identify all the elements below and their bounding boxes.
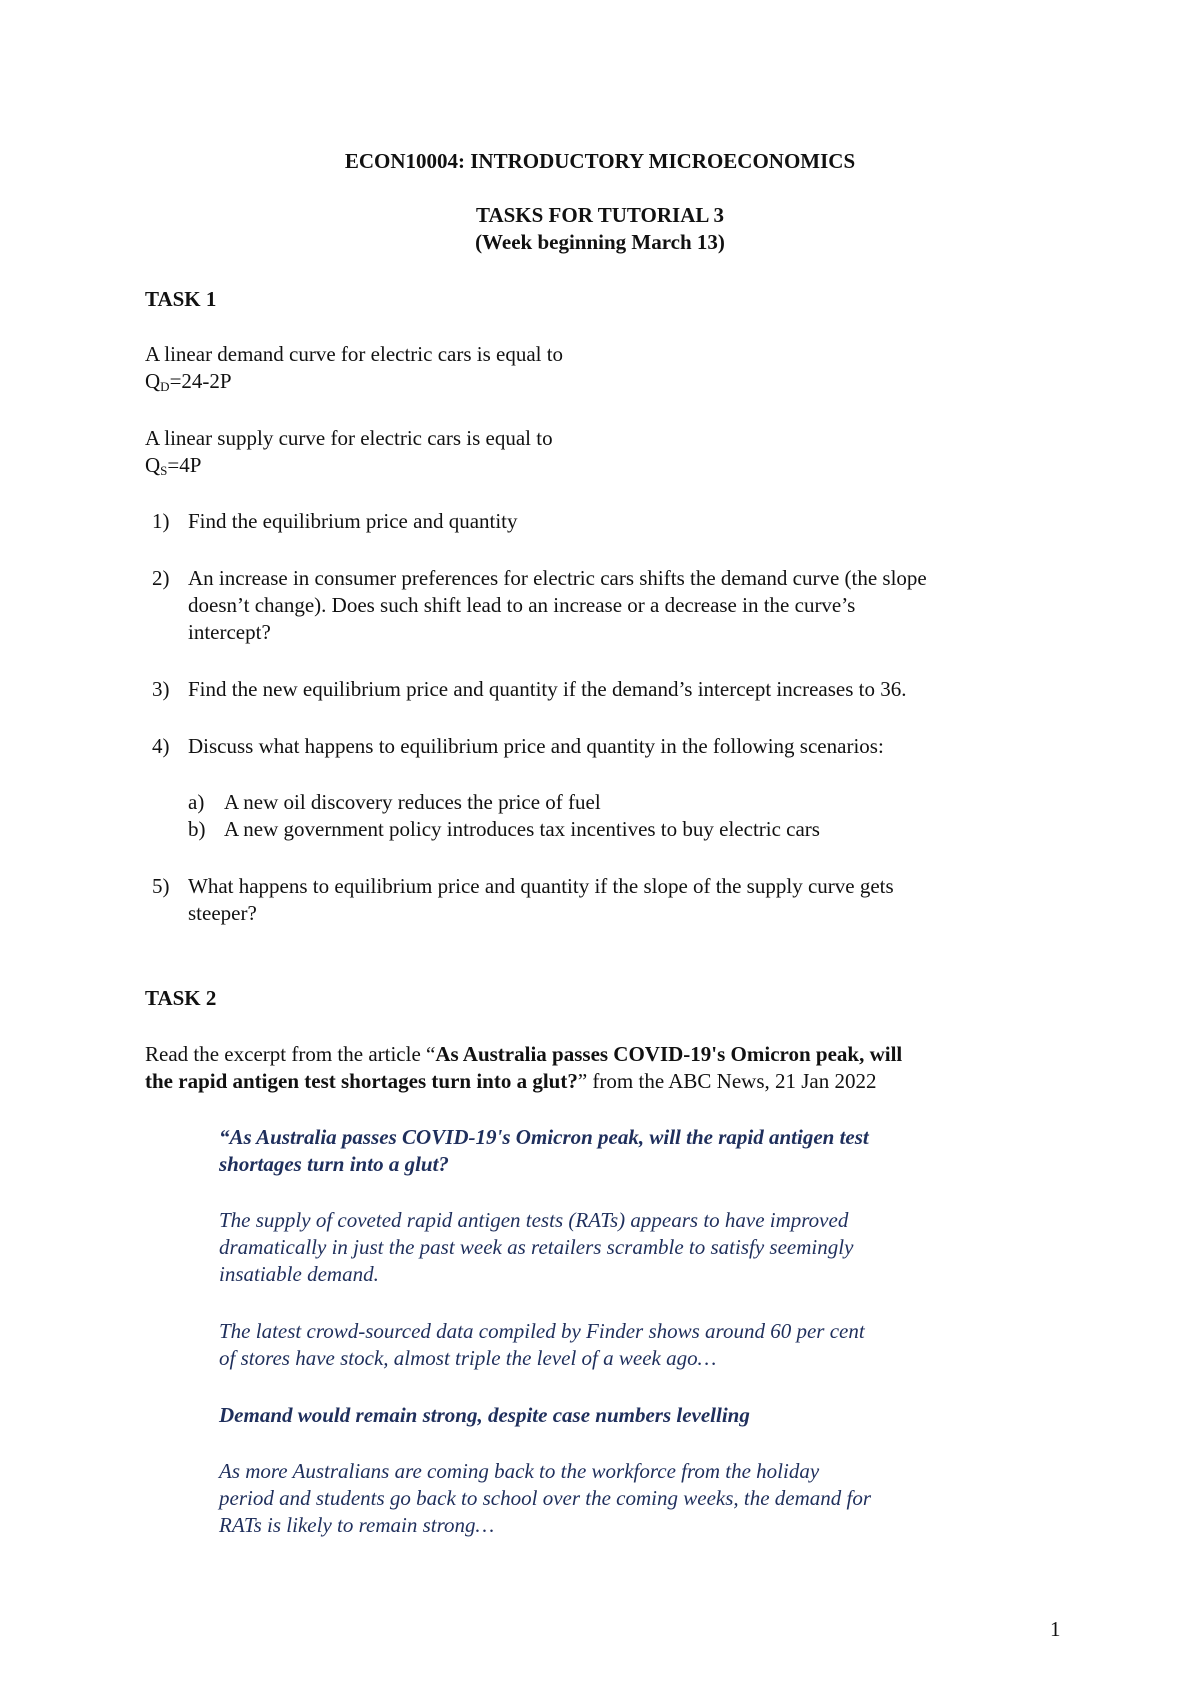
excerpt-para1-line-2: dramatically in just the past week as retailers scramble to satisfy seemingly [219,1235,854,1259]
week-label: (Week beginning March 13) [475,230,725,254]
question-2-line-2: doesn’t change). Does such shift lead to an increase or a decrease in the curve’s [188,593,856,617]
question-2-line-1: An increase in consumer preferences for electric cars shifts the demand curve (the slope [188,566,927,590]
page-number: 1 [1050,1617,1061,1641]
excerpt-headline-line-1: “As Australia passes COVID-19's Omicron peak, will the rapid antigen test [219,1125,869,1149]
scenario-b-text: A new government policy introduces tax incentives to buy electric cars [224,817,820,841]
excerpt-para3-line-1: As more Australians are coming back to the workforce from the holiday [219,1459,820,1483]
question-5-line-2: steeper? [188,901,257,925]
question-1-text: Find the equilibrium price and quantity [188,509,518,533]
question-3-text: Find the new equilibrium price and quantity if the demand’s intercept increases to 36. [188,677,907,701]
task2-heading: TASK 2 [145,986,217,1010]
task1-heading: TASK 1 [145,287,217,311]
scenario-a-text: A new oil discovery reduces the price of fuel [224,790,601,814]
tutorial-title: TASKS FOR TUTORIAL 3 [476,203,724,227]
question-3-number: 3) [152,677,170,701]
excerpt-headline-line-2: shortages turn into a glut? [219,1152,449,1176]
question-4-number: 4) [152,734,170,758]
excerpt-para3-line-3: RATs is likely to remain strong… [219,1513,495,1537]
question-5-number: 5) [152,874,170,898]
excerpt-para2-line-2: of stores have stock, almost triple the level of a week ago… [219,1346,717,1370]
excerpt-subheading: Demand would remain strong, despite case numbers levelling [219,1403,750,1427]
scenario-a-label: a) [188,790,205,814]
question-4-text: Discuss what happens to equilibrium price and quantity in the following scenarios: [188,734,884,758]
excerpt-para1-line-1: The supply of coveted rapid antigen tests (RATs) appears to have improved [219,1208,849,1232]
course-title: ECON10004: INTRODUCTORY MICROECONOMICS [344,149,856,173]
demand-intro: A linear demand curve for electric cars is equal to [145,342,564,366]
question-1-number: 1) [152,509,170,533]
task2-intro-line-1: Read the excerpt from the article “As Australia passes COVID-19's Omicron peak, will [145,1042,903,1066]
question-2-number: 2) [152,566,170,590]
excerpt-para3-line-2: period and students go back to school over the coming weeks, the demand for [219,1486,872,1510]
demand-equation: $Q_D=24-2P$ [145,369,232,394]
supply-equation: $Q_S=4P$ [145,453,202,478]
excerpt-para2-line-1: The latest crowd-sourced data compiled by Finder shows around 60 per cent [219,1319,865,1343]
question-2-line-3: intercept? [188,620,271,644]
scenario-b-label: b) [188,817,206,841]
task2-intro-line-2: the rapid antigen test shortages turn into a glut?” from the ABC News, 21 Jan 2022 [145,1069,877,1093]
excerpt-para1-line-3: insatiable demand. [219,1262,379,1286]
question-5-line-1: What happens to equilibrium price and quantity if the slope of the supply curve gets [188,874,894,898]
supply-intro: A linear supply curve for electric cars is equal to [145,426,553,450]
